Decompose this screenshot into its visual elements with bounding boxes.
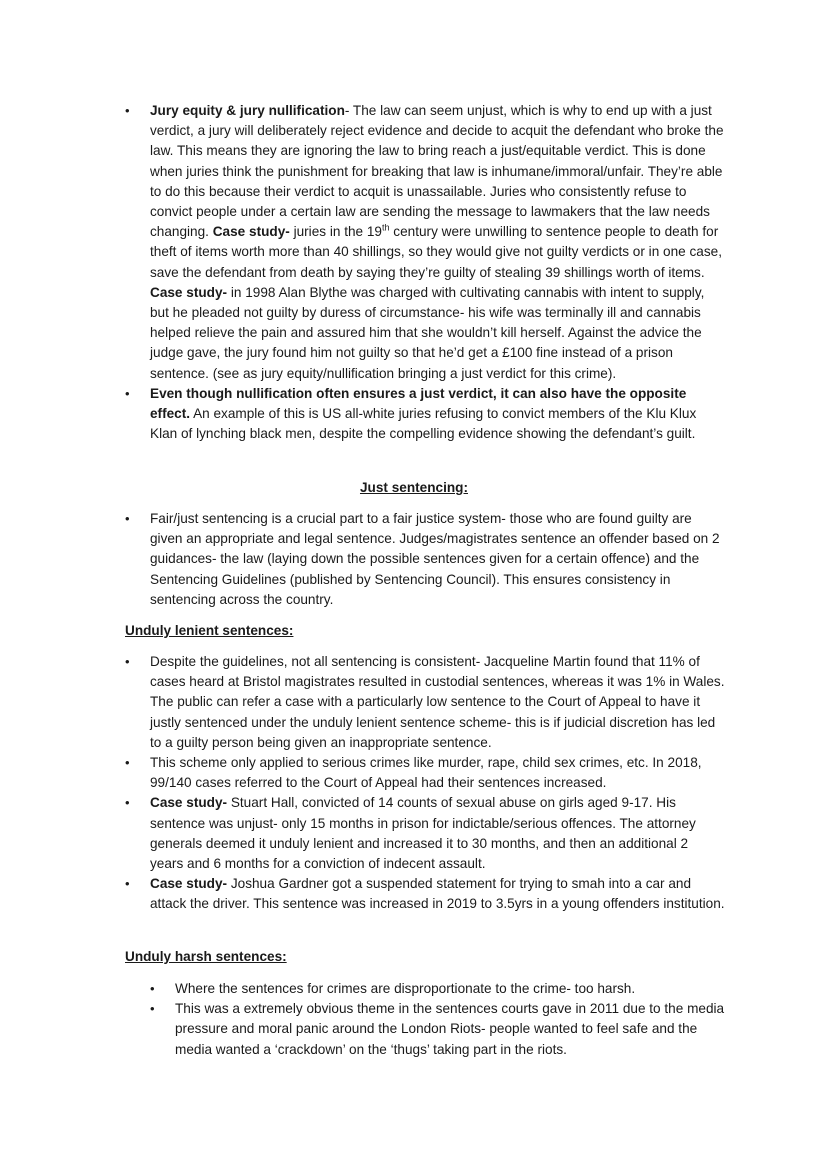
harsh-heading: Unduly harsh sentences: [125, 949, 287, 964]
bullet-icon: • [125, 755, 130, 771]
lenient-heading: Unduly lenient sentences: [125, 623, 294, 638]
lenient-list [125, 652, 725, 915]
bullet-icon: • [150, 981, 155, 996]
list-item: • Even though nullification often ensures a just verdict, it can also have the opposite effect. An example of this is US all-white juries refusing to convict members of the Klu Klux Klan of lynching black men, despite the compelling evidence showing the defendant’s guilt. [125, 385, 697, 442]
bullet-icon: • [125, 795, 130, 811]
list-item: • Despite the guidelines, not all sentencing is consistent- Jacqueline Martin found that 11% of cases heard at Bristol magistrates resulted in custodial sentences, whereas it was 1% in Wales. The public can refer a case with a particularly low sentence to the Court of Appeal to have it justly sentenced under the unduly lenient sentence scheme- this is if judicial discretion has led to a guilty person being given an inappropriate sentence. [125, 654, 725, 750]
bullet-icon: • [150, 1001, 155, 1017]
list-item: • This was a extremely obvious theme in the sentences courts gave in 2011 due to the media pressure and moral panic around the London Riots- people wanted to feel safe and the media wanted a ‘crackdown’ on the ‘thugs’ taking part in the riots. [150, 1001, 725, 1057]
list-item: • Case study- Stuart Hall, convicted of 14 counts of sexual abuse on girls aged 9-17. His sentence was unjust- only 15 months in prison for indictable/serious offences. The attorney generals deemed it unduly lenient and increased it to 30 months, and then an additional 2 years and 6 months for a conviction of indecent assault. [125, 795, 696, 872]
bullet-icon: • [125, 385, 130, 401]
bullet-icon: • [125, 103, 130, 118]
bullet-icon: • [125, 876, 130, 892]
harsh-list [150, 979, 725, 1060]
bullet-icon: • [125, 511, 130, 526]
list-item: • Case study- Joshua Gardner got a suspended statement for trying to smah into a car and attack the driver. This sentence was increased in 2019 to 3.5yrs in a young offenders institution. [125, 876, 725, 912]
list-item: • Jury equity & jury nullification- The law can seem unjust, which is why to end up with a just verdict, a jury will deliberately reject evidence and decide to acquit the defendant who broke the law. This means they are ignoring the law to bring reach a just/equitable verdict. This is done when juries think the punishment for breaking that law is inhumane/immoral/unfair. They’re able to do this because their verdict to acquit is unassailable. Juries who consistently refuse to convict people under a certain law are sending the message to lawmakers that the law needs changing. Case study- juries in the 19th century were unwilling to sentence people to death for theft of items worth more than 40 shillings, so they would give not guilty verdicts or in one case, save the defendant from death by saying they’re guilty of stealing 39 shillings worth of items. Case study- in 1998 Alan Blythe was charged with cultivating cannabis with intent to supply, but he pleaded not guilty by duress of circumstance- his wife was terminally ill and cannabis helped relieve the pain and assured him that she wouldn’t kill herself. Against the advice the judge gave, the jury found him not guilty so that he’d get a £100 fine instead of a prison sentence. (see as jury equity/nullification bringing a just verdict for this crime). [125, 103, 724, 381]
jury-equity-heading: Jury equity & jury nullification [150, 103, 345, 118]
bullet-icon: • [125, 654, 130, 669]
just-sentencing-heading: Just sentencing: [359, 480, 468, 495]
list-item: • Where the sentences for crimes are disproportionate to the crime- too harsh. [150, 979, 725, 999]
list-item: • Fair/just sentencing is a crucial part to a fair justice system- those who are found guilty are given an appropriate and legal sentence. Judges/magistrates sentence an offender based on 2 guidances- the law (laying down the possible sentences given for a certain offence) and the Sentencing Guidelines (published by Sentencing Council). This ensures consistency in sentencing across the country. [125, 511, 720, 607]
just-sentencing-list [125, 509, 725, 610]
jury-nullification-list [125, 101, 725, 444]
list-item: • This scheme only applied to serious crimes like murder, rape, child sex crimes, etc. In 2018, 99/140 cases referred to the Court of Appeal had their sentences increased. [125, 755, 702, 791]
